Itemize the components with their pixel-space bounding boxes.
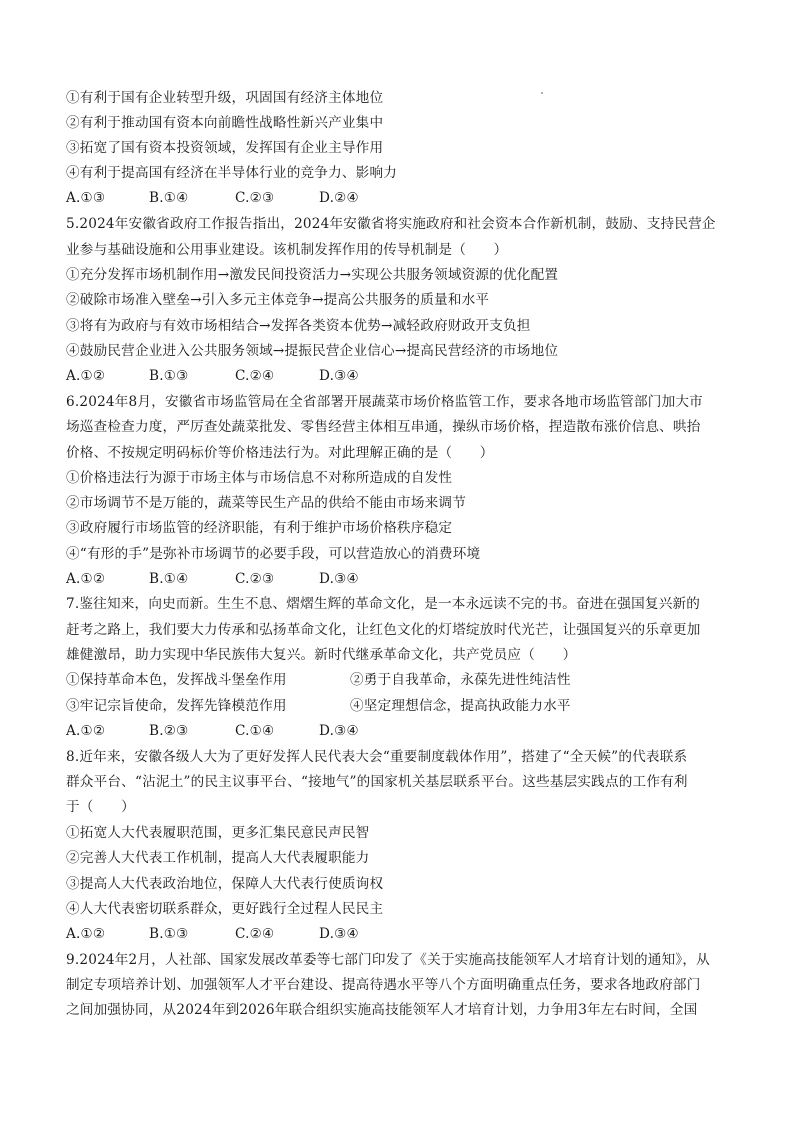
q9-stem-3: 之间加强协同，从2024年到2026年联合组织实施高技能领军人才培育计划，力争用3年左右时间，全国: [66, 1002, 698, 1018]
q5-option-c: C.②④: [235, 368, 275, 384]
q7-items-row-1: [66, 670, 730, 690]
q6-stem-1: 6.2024年8月，安徽省市场监管局在全省部署开展蔬菜市场价格监管工作，要求各地市场监管部门加大市: [66, 394, 703, 410]
q5-item-1: ①充分发挥市场机制作用→激发民间投资活力→实现公共服务领域资源的优化配置: [66, 267, 559, 283]
q6-options: [66, 569, 730, 589]
q4-option-d: D.②④: [319, 190, 359, 206]
q5-item-3: ③将有为政府与有效市场相结合→发挥各类资本优势→减轻政府财政开支负担: [66, 318, 531, 334]
q8-item-2: ②完善人大代表工作机制，提高人大代表履职能力: [66, 850, 370, 866]
q8-item-1: ①拓宽人大代表履职范围，更多汇集民意民声民智: [66, 825, 370, 841]
q6-option-a: A.①②: [66, 571, 106, 587]
q8-stem-1: 8.近年来，安徽各级人大为了更好发挥人民代表大会“重要制度载体作用”，搭建了“全天候”的代表联系: [66, 749, 688, 765]
q7-item-1: ①保持革命本色，发挥战斗堡垒作用: [66, 672, 287, 688]
q7-stem-3: 雄健激昂，助力实现中华民族伟大复兴。新时代继承革命文化，共产党员应（ ）: [66, 647, 577, 663]
q8-stem-2: 群众平台、“沾泥土”的民主议事平台、“接地气”的国家机关基层联系平台。这些基层实践点的工作有利: [66, 774, 688, 790]
q6-option-b: B.①④: [149, 571, 189, 587]
q8-option-a: A.①②: [66, 926, 106, 942]
q8-option-b: B.①③: [149, 926, 189, 942]
q4-item-4: ④有利于提高国有经济在半导体行业的竞争力、影响力: [66, 165, 398, 181]
q7-item-2: ②勇于自我革命，永葆先进性纯洁性: [350, 672, 571, 688]
q9-stem-2: 制定专项培养计划、加强领军人才平台建设、提高待遇水平等八个方面明确重点任务，要求各地政府部门: [66, 977, 701, 993]
q7-stem-1: 7.鉴往知来，向史而新。生生不息、熠熠生辉的革命文化，是一本永远读不完的书。奋进在强国复兴新的: [66, 596, 701, 612]
q7-stem-2: 赶考之路上，我们要大力传承和弘扬革命文化，让红色文化的灯塔绽放时代光芒，让强国复兴的乐章更加: [66, 622, 701, 638]
q5-options: [66, 366, 730, 386]
q6-option-c: C.②③: [235, 571, 275, 587]
q7-item-4: ④坚定理想信念，提高执政能力水平: [350, 698, 571, 714]
q4-item-1: ①有利于国有企业转型升级，巩固国有经济主体地位: [66, 90, 384, 106]
q4-option-a: A.①③: [66, 190, 106, 206]
q7-option-b: B.②③: [149, 723, 189, 739]
q7-option-d: D.③④: [319, 723, 359, 739]
q5-stem-1: 5.2024年安徽省政府工作报告指出，2024年安徽省将实施政府和社会资本合作新机制，鼓励、支持民营企: [66, 216, 716, 232]
q4-option-c: C.②③: [235, 190, 275, 206]
q9-stem-1: 9.2024年2月，人社部、国家发展改革委等七部门印发了《关于实施高技能领军人才培育计划的通知》，从: [66, 952, 710, 968]
q8-stem-3: 于（ ）: [66, 799, 135, 815]
q5-option-d: D.③④: [319, 368, 359, 384]
q7-option-a: A.①②: [66, 723, 106, 739]
q5-option-a: A.①②: [66, 368, 106, 384]
q4-item-2: ②有利于推动国有资本向前瞻性战略性新兴产业集中: [66, 115, 384, 131]
q4-options: [66, 188, 730, 208]
q8-option-c: C.②④: [235, 926, 275, 942]
q4-option-b: B.①④: [149, 190, 189, 206]
q5-item-4: ④鼓励民营企业进入公共服务领域→提振民营企业信心→提高民营经济的市场地位: [66, 343, 559, 359]
q5-option-b: B.①③: [149, 368, 189, 384]
q6-item-3: ③政府履行市场监管的经济职能，有利于维护市场价格秩序稳定: [66, 520, 453, 536]
q8-option-d: D.③④: [319, 926, 359, 942]
q6-stem-2: 场巡查检查力度，严厉查处蔬菜批发、零售经营主体相互串通，操纵市场价格，捏造散布涨价信息、哄抬: [66, 419, 701, 435]
q5-stem-2: 业参与基础设施和公用事业建设。该机制发挥作用的传导机制是（ ）: [66, 242, 508, 258]
q8-item-3: ③提高人大代表政治地位，保障人大代表行使质询权: [66, 876, 384, 892]
q6-option-d: D.③④: [319, 571, 359, 587]
q6-item-4: ④“有形的手”是弥补市场调节的必要手段，可以营造放心的消费环境: [66, 546, 481, 562]
q6-stem-3: 价格、不按规定明码标价等价格违法行为。对此理解正确的是（ ）: [66, 445, 494, 461]
q7-options: [66, 721, 730, 741]
q6-item-1: ①价格违法行为源于市场主体与市场信息不对称所造成的自发性: [66, 470, 453, 486]
q8-item-4: ④人大代表密切联系群众，更好践行全过程人民民主: [66, 901, 384, 917]
q6-item-2: ②市场调节不是万能的，蔬菜等民生产品的供给不能由市场来调节: [66, 495, 467, 511]
q7-items-row-2: [66, 696, 730, 716]
q5-item-2: ②破除市场准入壁垒→引入多元主体竞争→提高公共服务的质量和水平: [66, 292, 490, 308]
q8-options: [66, 924, 730, 944]
q4-item-3: ③拓宽了国有资本投资领域，发挥国有企业主导作用: [66, 140, 384, 156]
q7-option-c: C.①④: [235, 723, 275, 739]
q7-item-3: ③牢记宗旨使命，发挥先锋模范作用: [66, 698, 287, 714]
